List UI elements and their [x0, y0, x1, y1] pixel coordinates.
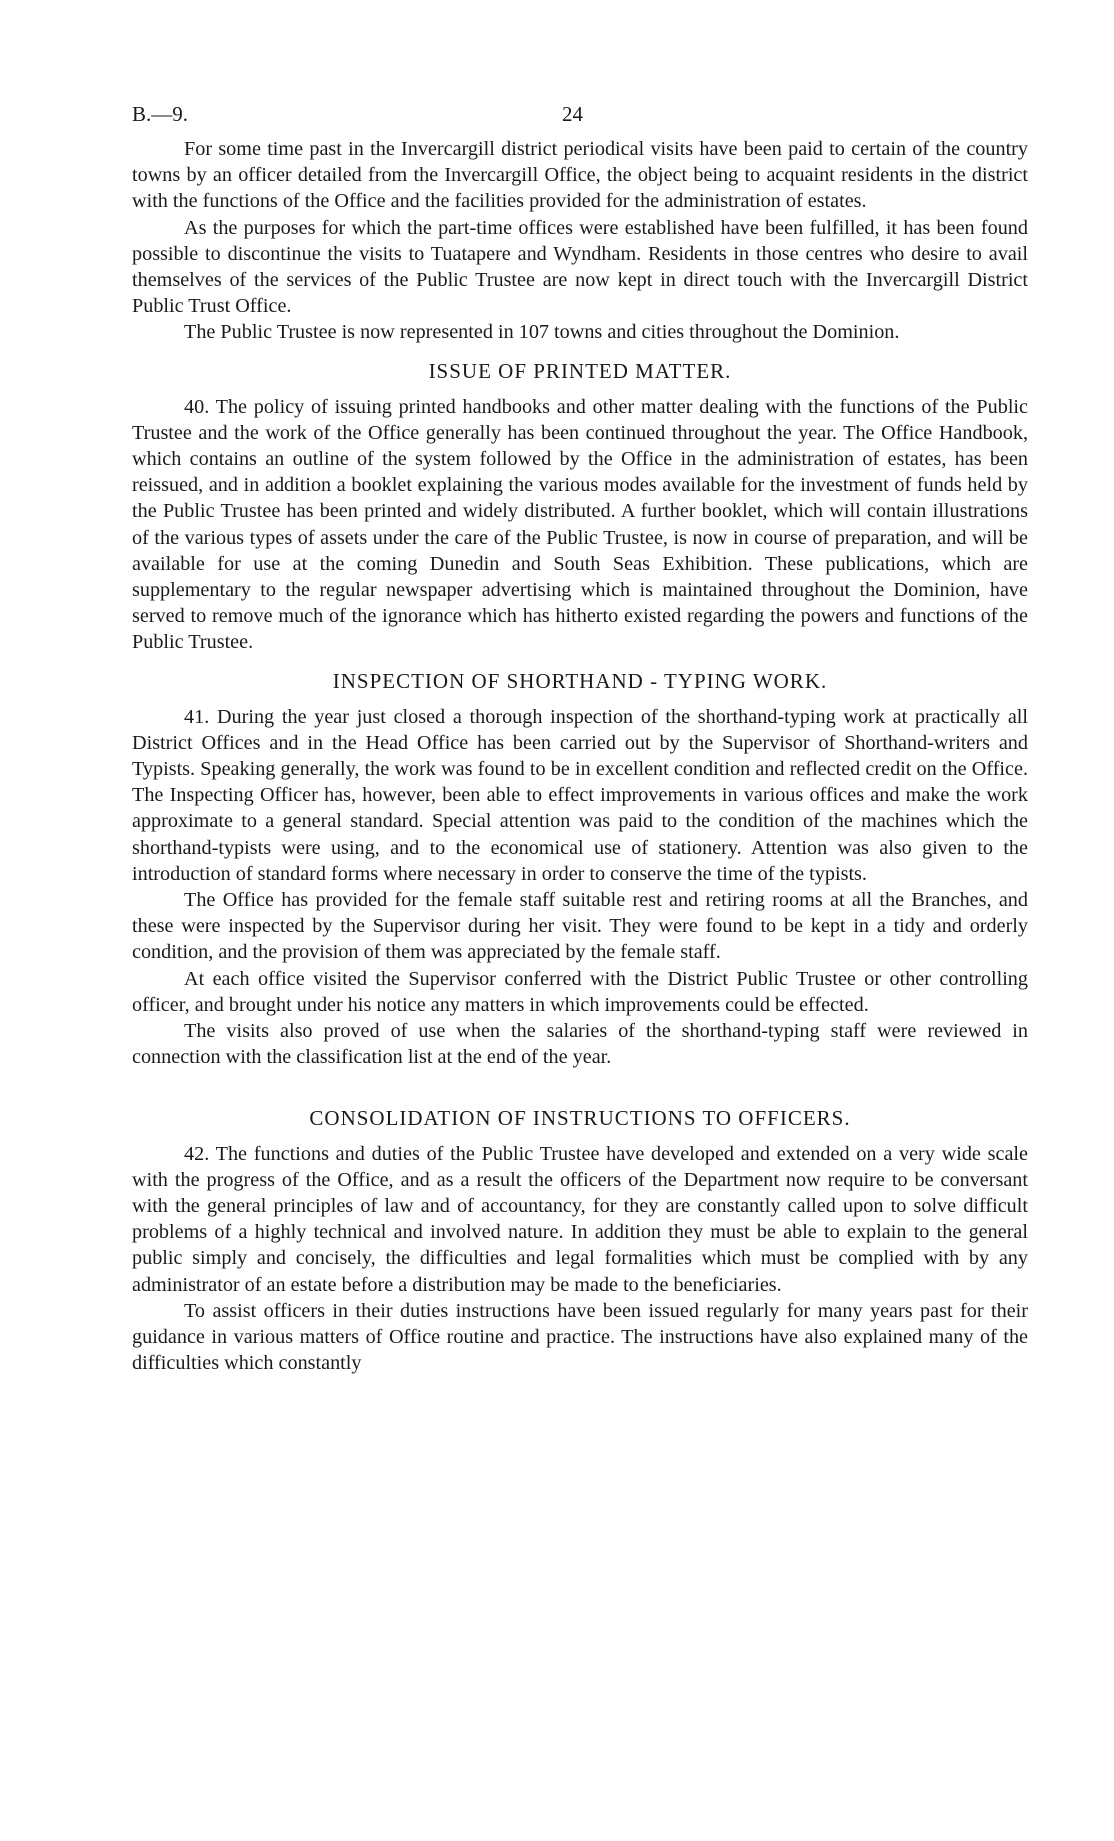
section-heading: CONSOLIDATION OF INSTRUCTIONS TO OFFICERS.	[309, 1105, 851, 1130]
section-heading: ISSUE OF PRINTED MATTER.	[428, 358, 732, 383]
paragraph: To assist officers in their duties instructions have been issued regularly for many years past for their guidance in various matters of Office routine and practice. The instructions have also explained many of the difficulties which constantly	[132, 1299, 1028, 1375]
paragraph: 41. During the year just closed a thorough inspection of the shorthand-typing work at practically all District Offices and in the Head Office has been carried out by the Supervisor of Shorthand-writers and Typists. Speaking generally, the work was found to be in excellent condition and reflected credit on the Office. The Inspecting Officer has, however, been able to effect improvements in various offices and make the work approximate to a general standard. Special attention was paid to the condition of the machines which the shorthand-typists were using, and to the economical use of stationery. Attention was also given to the introduction of standard forms where necessary in order to conserve the time of the typists.	[132, 705, 1028, 885]
page-number: 24	[562, 102, 583, 126]
section-consolidation-of-instructions	[132, 1105, 1028, 1377]
paragraph: The Office has provided for the female staff suitable rest and retiring rooms at all the Branches, and these were inspected by the Supervisor during her visit. They were found to be kept in a tidy and orderly condition, and the provision of them was appreciated by the female staff.	[132, 889, 1028, 964]
document-page	[132, 96, 1028, 1376]
paragraph: 40. The policy of issuing printed handbooks and other matter dealing with the functions of the Public Trustee and the work of the Office generally has been continued throughout the year. The Office Handbook, which contains an outline of the system followed by the Office in the administration of estates, has been reissued, and in addition a booklet explaining the various modes available for the investment of funds held by the Public Trustee has been printed and widely distributed. A further booklet, which will contain illustrations of the various types of assets under the care of the Public Trustee, is now in course of preparation, and will be available for use at the coming Dunedin and South Seas Exhibition. These publications, which are supplementary to the regular newspaper advertising which is maintained throughout the Dominion, have served to remove much of the ignorance which has hitherto existed regarding the powers and functions of the Public Trustee.	[132, 395, 1028, 654]
document-reference: B.—9.	[132, 102, 189, 126]
section-inspection-of-shorthand-typing-work	[132, 668, 1028, 1071]
running-header	[132, 96, 1028, 136]
paragraph: The Public Trustee is now represented in 107 towns and cities throughout the Dominion.	[184, 321, 900, 344]
section-heading: INSPECTION OF SHORTHAND - TYPING WORK.	[332, 668, 828, 693]
intro-section	[132, 136, 1028, 346]
paragraph: 42. The functions and duties of the Public Trustee have developed and extended on a very wide scale with the progress of the Office, and as a result the officers of the Department now require to be conversant with the general principles of law and of accountancy, for they are constantly called upon to solve difficult problems of a highly technical and involved nature. In addition they must be able to explain to the general public simply and concisely, the difficulties and legal formalities which must be complied with by any administrator of an estate before a distribution may be made to the beneficiaries.	[132, 1142, 1028, 1296]
section-issue-of-printed-matter	[132, 358, 1028, 656]
paragraph: The visits also proved of use when the salaries of the shorthand-typing staff were reviewed in connection with the classification list at the end of the year.	[132, 1020, 1028, 1069]
paragraph: As the purposes for which the part-time offices were established have been fulfilled, it has been found possible to discontinue the visits to Tuatapere and Wyndham. Residents in those centres who desire to avail themselves of the services of the Public Trustee are now kept in direct touch with the Invercargill District Public Trust Office.	[132, 216, 1028, 318]
paragraph: For some time past in the Invercargill district periodical visits have been paid to certain of the country towns by an officer detailed from the Invercargill Office, the object being to acquaint residents in the district with the functions of the Office and the facilities provided for the administration of estates.	[132, 138, 1028, 213]
paragraph: At each office visited the Supervisor conferred with the District Public Trustee or other controlling officer, and brought under his notice any matters in which improvements could be effected.	[132, 967, 1028, 1016]
